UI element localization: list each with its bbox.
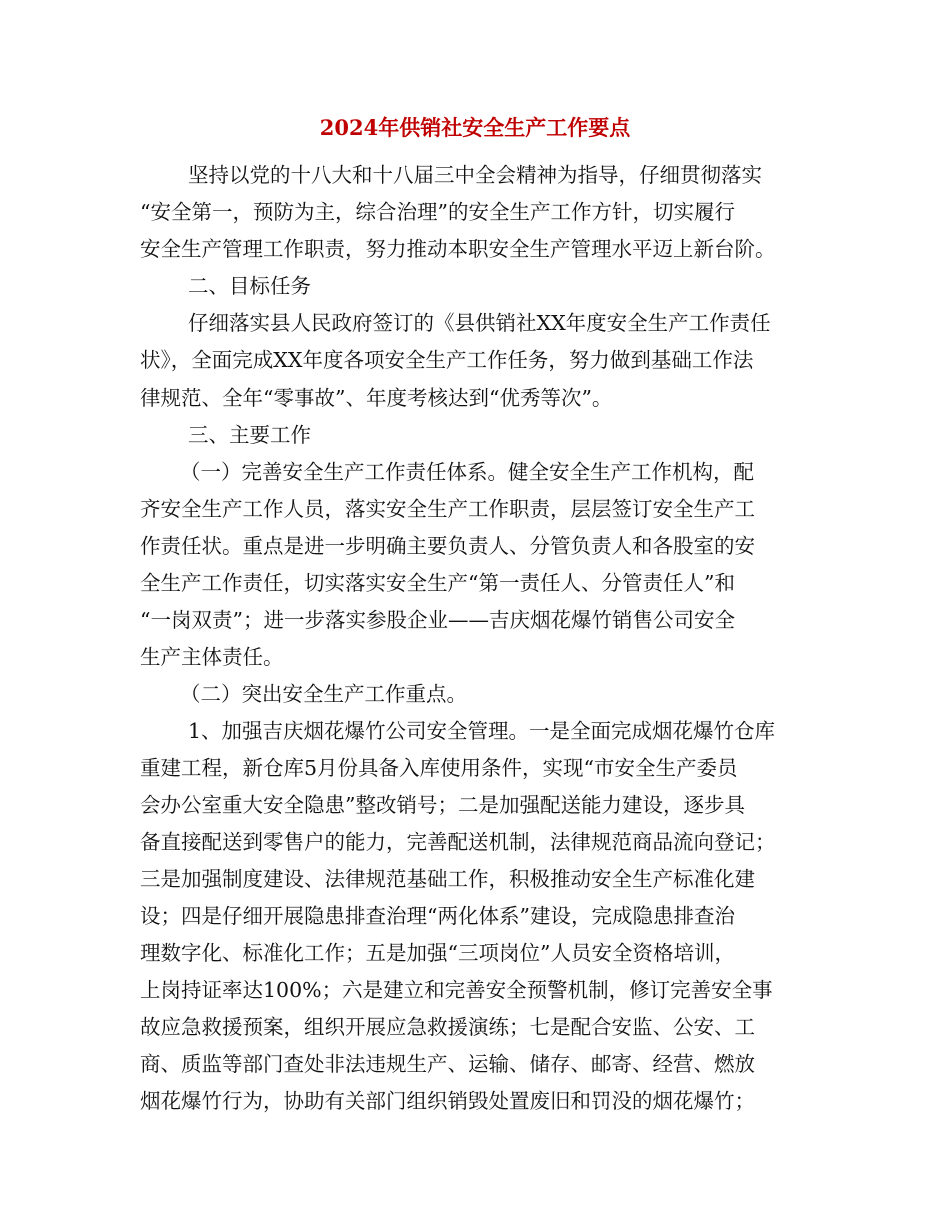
paragraph-line: 全生产工作责任，切实落实安全生产“第一责任人、分管责任人”和: [140, 571, 735, 595]
paragraph-line: 故应急救援预案，组织开展应急救援演练；七是配合安监、公安、工: [140, 1015, 755, 1039]
paragraph-line: 烟花爆竹行为，协助有关部门组织销毁处置废旧和罚没的烟花爆竹；: [140, 1089, 755, 1113]
paragraph-line: 1、加强吉庆烟花爆竹公司安全管理。一是全面完成烟花爆竹仓库: [188, 719, 776, 743]
paragraph-line: 会办公室重大安全隐患”整改销号；二是加强配送能力建设，逐步具: [140, 793, 745, 817]
section-heading: 三、主要工作: [188, 423, 311, 447]
paragraph-line: 上岗持证率达100%；六是建立和完善安全预警机制，修订完善安全事: [140, 978, 773, 1002]
paragraph-line: 坚持以党的十八大和十八届三中全会精神为指导，仔细贯彻落实: [188, 163, 762, 187]
section-heading: 二、目标任务: [188, 274, 311, 298]
paragraph-line: 生产主体责任。: [140, 645, 284, 669]
paragraph-line: 商、质监等部门查处非法违规生产、运输、储存、邮寄、经营、燃放: [140, 1052, 755, 1076]
paragraph-line: 作责任状。重点是进一步明确主要负责人、分管负责人和各股室的安: [140, 534, 755, 558]
paragraph-line: 状》，全面完成XX年度各项安全生产工作任务，努力做到基础工作法: [140, 348, 754, 372]
paragraph-line: 齐安全生产工作人员，落实安全生产工作职责，层层签订安全生产工: [140, 497, 755, 521]
paragraph-line: 律规范、全年“零事故”、年度考核达到“优秀等次”。: [140, 386, 613, 410]
paragraph-line: 理数字化、标准化工作；五是加强“三项岗位”人员安全资格培训，: [140, 941, 735, 965]
paragraph-line: 三是加强制度建设、法律规范基础工作，积极推动安全生产标准化建: [140, 867, 755, 891]
paragraph-line: “安全第一，预防为主，综合治理”的安全生产工作方针，切实履行: [140, 200, 735, 224]
paragraph-line: “一岗双责”；进一步落实参股企业——吉庆烟花爆竹销售公司安全: [140, 608, 735, 632]
paragraph-line: 设；四是仔细开展隐患排查治理“两化体系”建设，完成隐患排查治: [140, 904, 735, 928]
paragraph-line: 备直接配送到零售户的能力，完善配送机制，法律规范商品流向登记；: [140, 830, 776, 854]
paragraph-line: 安全生产管理工作职责，努力推动本职安全生产管理水平迈上新台阶。: [140, 237, 776, 261]
subsection-heading: （二）突出安全生产工作重点。: [180, 682, 467, 706]
document-title: 2024年供销社安全生产工作要点: [319, 115, 631, 140]
paragraph-line: （一）完善安全生产工作责任体系。健全安全生产工作机构，配: [180, 460, 754, 484]
paragraph-line: 重建工程，新仓库5月份具备入库使用条件，实现“市安全生产委员: [140, 756, 738, 780]
paragraph-line: 仔细落实县人民政府签订的《县供销社XX年度安全生产工作责任: [188, 311, 771, 335]
